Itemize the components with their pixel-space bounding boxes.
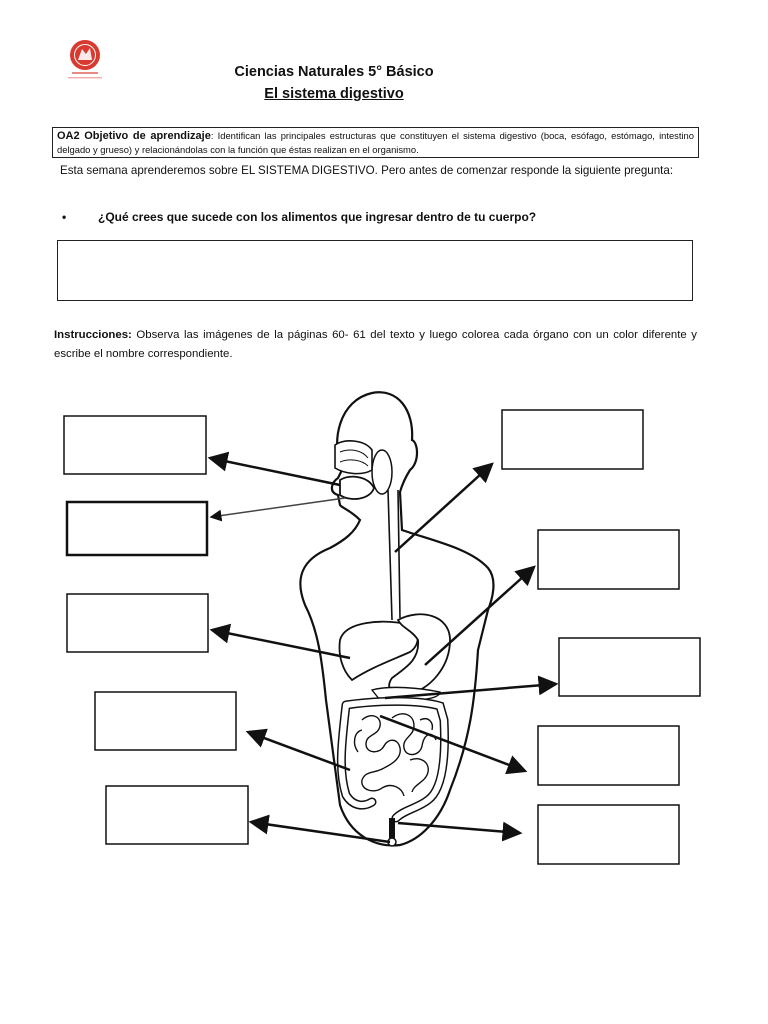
label-box-left-1[interactable]: [64, 416, 206, 474]
arrow-left-2: [211, 498, 345, 517]
question-text: ¿Qué crees que sucede con los alimentos que ingresar dentro de tu cuerpo?: [98, 210, 537, 224]
label-box-right-1[interactable]: [502, 410, 643, 469]
arrow-right-4: [380, 716, 525, 771]
body-outline: [300, 392, 493, 845]
small-intestine: [355, 714, 436, 796]
label-box-right-2[interactable]: [538, 530, 679, 589]
page-title: Ciencias Naturales 5° Básico: [234, 64, 434, 80]
label-box-left-3[interactable]: [67, 594, 208, 652]
instructions-text: Observa las imágenes de la páginas 60- 61 del texto y luego colorea cada órgano con un color diferente y escribe el nombre correspondiente.: [54, 329, 697, 360]
arrow-left-5: [251, 822, 390, 842]
arrow-left-3: [212, 630, 350, 658]
objective-text: : Identifican las principales estructuras que constituyen el sistema digestivo (boca, esófago, estómago, intestino delgado y grueso) y relacionándolas con la función que éstas realizan en el organismo.: [57, 130, 694, 155]
question-bullet: •: [62, 210, 67, 224]
page-subtitle: El sistema digestivo: [264, 86, 404, 102]
label-box-right-5[interactable]: [538, 805, 679, 864]
label-box-right-3[interactable]: [559, 638, 700, 696]
arrow-right-2: [425, 567, 534, 665]
mouth-cavity: [335, 441, 392, 499]
arrow-left-4: [248, 732, 350, 770]
objective-box: [52, 127, 699, 158]
arrow-left-1: [210, 458, 340, 485]
esophagus: [388, 490, 400, 620]
label-box-left-4[interactable]: [95, 692, 236, 750]
label-box-left-2[interactable]: [67, 502, 207, 555]
instructions-label: Instrucciones:: [54, 329, 132, 341]
digestive-system-diagram: [0, 380, 768, 880]
answer-box[interactable]: [57, 240, 693, 301]
objective-label: OA2 Objetivo de aprendizaje: [57, 130, 211, 142]
arrow-right-5: [398, 823, 520, 833]
instructions-paragraph: [54, 326, 697, 364]
label-box-right-4[interactable]: [538, 726, 679, 785]
intro-paragraph: Esta semana aprenderemos sobre EL SISTEMA DIGESTIVO. Pero antes de comenzar responde la siguiente pregunta:: [60, 164, 674, 177]
arrow-right-1: [395, 464, 492, 552]
label-box-left-5[interactable]: [106, 786, 248, 844]
